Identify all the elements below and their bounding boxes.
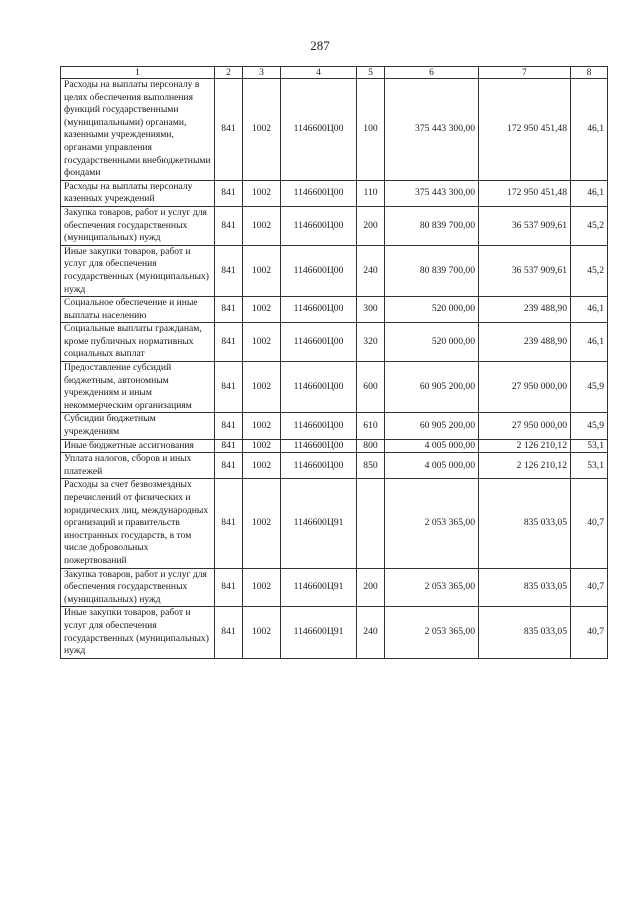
plan-amount-cell: 60 905 200,00 — [385, 413, 479, 439]
plan-amount-cell: 2 053 365,00 — [385, 568, 479, 607]
plan-amount-cell: 4 005 000,00 — [385, 439, 479, 453]
section-cell: 1002 — [243, 206, 281, 245]
table-row — [61, 79, 608, 181]
row-name-cell: Субсидии бюджетным учреждениям — [61, 413, 215, 439]
plan-amount-cell: 80 839 700,00 — [385, 206, 479, 245]
column-header: 1 — [61, 67, 215, 79]
row-name-cell: Расходы на выплаты персоналу казенных учреждений — [61, 180, 215, 206]
actual-amount-cell: 835 033,05 — [479, 479, 571, 568]
table-row — [61, 245, 608, 296]
header-row — [61, 67, 608, 79]
plan-amount-cell: 60 905 200,00 — [385, 362, 479, 413]
actual-amount-cell: 835 033,05 — [479, 607, 571, 658]
expense-type-cell: 240 — [357, 245, 385, 296]
expense-type-cell: 800 — [357, 439, 385, 453]
percent-cell: 40,7 — [571, 607, 608, 658]
expense-type-cell — [357, 479, 385, 568]
budget-table — [60, 66, 608, 659]
percent-cell: 45,2 — [571, 206, 608, 245]
plan-amount-cell: 520 000,00 — [385, 297, 479, 323]
table-row — [61, 362, 608, 413]
actual-amount-cell: 36 537 909,61 — [479, 206, 571, 245]
target-article-cell: 1146600Ц00 — [281, 206, 357, 245]
row-name-cell: Иные закупки товаров, работ и услуг для обеспечения государственных (муниципальных) нужд — [61, 607, 215, 658]
percent-cell: 45,9 — [571, 413, 608, 439]
target-article-cell: 1146600Ц91 — [281, 568, 357, 607]
table-row — [61, 206, 608, 245]
actual-amount-cell: 36 537 909,61 — [479, 245, 571, 296]
expense-type-cell: 610 — [357, 413, 385, 439]
table-row — [61, 180, 608, 206]
actual-amount-cell: 27 950 000,00 — [479, 413, 571, 439]
percent-cell: 53,1 — [571, 453, 608, 479]
column-header: 5 — [357, 67, 385, 79]
section-cell: 1002 — [243, 245, 281, 296]
row-name-cell: Расходы на выплаты персоналу в целях обеспечения выполнения функций государственными (муниципальными) органами, казенными учреждениями, органами управления государственными внебюджетными фондами — [61, 79, 215, 181]
section-cell: 1002 — [243, 413, 281, 439]
column-header: 8 — [571, 67, 608, 79]
row-name-cell: Уплата налогов, сборов и иных платежей — [61, 453, 215, 479]
percent-cell: 45,9 — [571, 362, 608, 413]
row-name-cell: Иные бюджетные ассигнования — [61, 439, 215, 453]
row-name-cell: Закупка товаров, работ и услуг для обеспечения государственных (муниципальных) нужд — [61, 206, 215, 245]
table-row — [61, 323, 608, 362]
code-cell: 841 — [215, 180, 243, 206]
page-number: 287 — [310, 38, 330, 53]
target-article-cell: 1146600Ц00 — [281, 180, 357, 206]
column-header: 7 — [479, 67, 571, 79]
percent-cell: 53,1 — [571, 439, 608, 453]
section-cell: 1002 — [243, 362, 281, 413]
target-article-cell: 1146600Ц91 — [281, 607, 357, 658]
row-name-cell: Расходы за счет безвозмездных перечислений от физических и юридических лиц, международных организаций и правительств иностранных государств, в том числе добровольных пожертвований — [61, 479, 215, 568]
plan-amount-cell: 2 053 365,00 — [385, 607, 479, 658]
target-article-cell: 1146600Ц00 — [281, 453, 357, 479]
target-article-cell: 1146600Ц00 — [281, 297, 357, 323]
section-cell: 1002 — [243, 297, 281, 323]
target-article-cell: 1146600Ц91 — [281, 479, 357, 568]
expense-type-cell: 850 — [357, 453, 385, 479]
row-name-cell: Иные закупки товаров, работ и услуг для обеспечения государственных (муниципальных) нужд — [61, 245, 215, 296]
table-row — [61, 607, 608, 658]
percent-cell: 46,1 — [571, 180, 608, 206]
percent-cell: 40,7 — [571, 479, 608, 568]
code-cell: 841 — [215, 245, 243, 296]
row-name-cell: Предоставление субсидий бюджетным, автономным учреждениям и иным некоммерческим организациям — [61, 362, 215, 413]
code-cell: 841 — [215, 362, 243, 413]
column-header: 4 — [281, 67, 357, 79]
section-cell: 1002 — [243, 180, 281, 206]
expense-type-cell: 600 — [357, 362, 385, 413]
code-cell: 841 — [215, 439, 243, 453]
section-cell: 1002 — [243, 453, 281, 479]
target-article-cell: 1146600Ц00 — [281, 79, 357, 181]
expense-type-cell: 110 — [357, 180, 385, 206]
expense-type-cell: 200 — [357, 206, 385, 245]
code-cell: 841 — [215, 206, 243, 245]
table-row — [61, 568, 608, 607]
actual-amount-cell: 172 950 451,48 — [479, 79, 571, 181]
code-cell: 841 — [215, 479, 243, 568]
code-cell: 841 — [215, 413, 243, 439]
target-article-cell: 1146600Ц00 — [281, 362, 357, 413]
code-cell: 841 — [215, 607, 243, 658]
target-article-cell: 1146600Ц00 — [281, 413, 357, 439]
section-cell: 1002 — [243, 439, 281, 453]
target-article-cell: 1146600Ц00 — [281, 323, 357, 362]
expense-type-cell: 320 — [357, 323, 385, 362]
section-cell: 1002 — [243, 479, 281, 568]
table-row — [61, 413, 608, 439]
column-header: 6 — [385, 67, 479, 79]
plan-amount-cell: 375 443 300,00 — [385, 79, 479, 181]
actual-amount-cell: 835 033,05 — [479, 568, 571, 607]
section-cell: 1002 — [243, 323, 281, 362]
expense-type-cell: 200 — [357, 568, 385, 607]
table-row — [61, 453, 608, 479]
actual-amount-cell: 239 488,90 — [479, 323, 571, 362]
code-cell: 841 — [215, 323, 243, 362]
plan-amount-cell: 4 005 000,00 — [385, 453, 479, 479]
actual-amount-cell: 2 126 210,12 — [479, 439, 571, 453]
expense-type-cell: 100 — [357, 79, 385, 181]
expense-type-cell: 300 — [357, 297, 385, 323]
plan-amount-cell: 520 000,00 — [385, 323, 479, 362]
target-article-cell: 1146600Ц00 — [281, 245, 357, 296]
actual-amount-cell: 239 488,90 — [479, 297, 571, 323]
actual-amount-cell: 2 126 210,12 — [479, 453, 571, 479]
code-cell: 841 — [215, 568, 243, 607]
plan-amount-cell: 80 839 700,00 — [385, 245, 479, 296]
percent-cell: 46,1 — [571, 79, 608, 181]
row-name-cell: Социальные выплаты гражданам, кроме публичных нормативных социальных выплат — [61, 323, 215, 362]
percent-cell: 40,7 — [571, 568, 608, 607]
target-article-cell: 1146600Ц00 — [281, 439, 357, 453]
column-header: 3 — [243, 67, 281, 79]
expense-type-cell: 240 — [357, 607, 385, 658]
percent-cell: 45,2 — [571, 245, 608, 296]
code-cell: 841 — [215, 453, 243, 479]
plan-amount-cell: 375 443 300,00 — [385, 180, 479, 206]
table-row — [61, 479, 608, 568]
section-cell: 1002 — [243, 607, 281, 658]
percent-cell: 46,1 — [571, 323, 608, 362]
section-cell: 1002 — [243, 79, 281, 181]
code-cell: 841 — [215, 297, 243, 323]
table-row — [61, 297, 608, 323]
percent-cell: 46,1 — [571, 297, 608, 323]
code-cell: 841 — [215, 79, 243, 181]
column-header: 2 — [215, 67, 243, 79]
row-name-cell: Закупка товаров, работ и услуг для обеспечения государственных (муниципальных) нужд — [61, 568, 215, 607]
row-name-cell: Социальное обеспечение и иные выплаты населению — [61, 297, 215, 323]
actual-amount-cell: 27 950 000,00 — [479, 362, 571, 413]
section-cell: 1002 — [243, 568, 281, 607]
table-row — [61, 439, 608, 453]
actual-amount-cell: 172 950 451,48 — [479, 180, 571, 206]
plan-amount-cell: 2 053 365,00 — [385, 479, 479, 568]
